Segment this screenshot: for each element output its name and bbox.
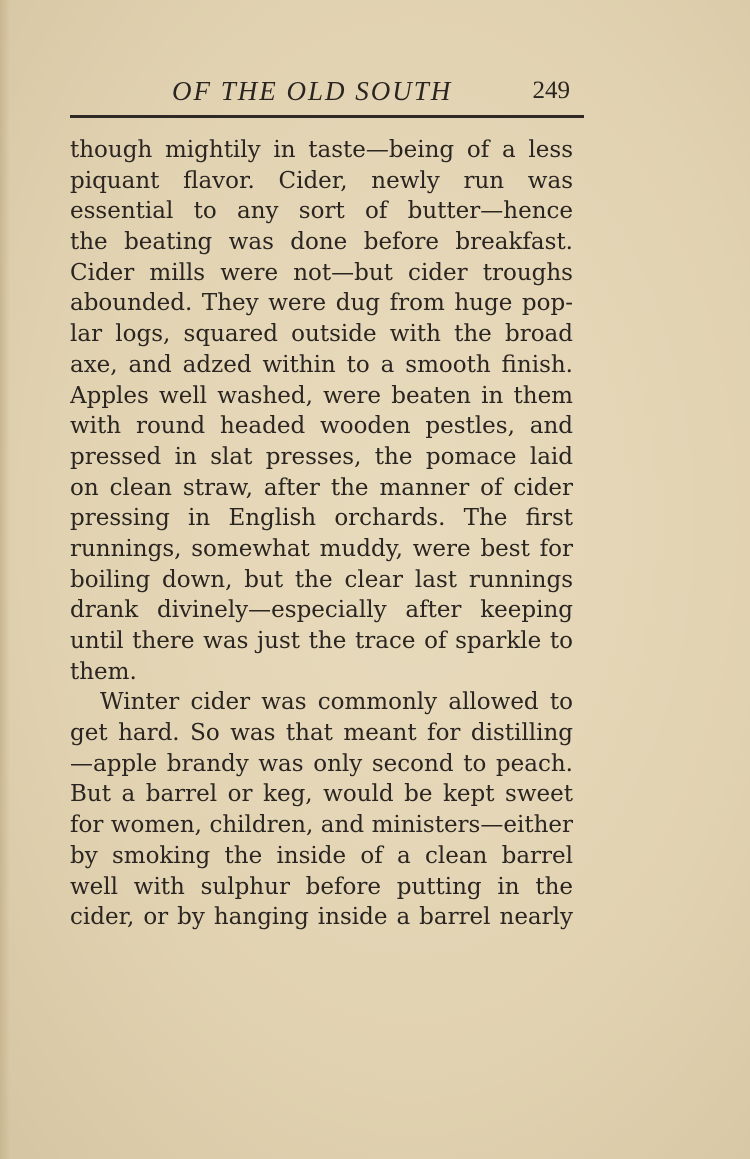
page-edge-shadow — [0, 0, 10, 1159]
text-line: pressed in slat presses, the pomace laid — [70, 443, 573, 470]
text-line: —apple brandy was only second to peach. — [70, 750, 573, 777]
text-line: by smoking the inside of a clean barrel — [70, 842, 573, 869]
paragraph-2 — [70, 687, 573, 933]
text-line: get hard. So was that meant for distilling — [70, 720, 573, 747]
text-line: pressing in English orchards. The first — [70, 505, 573, 532]
text-line: essential to any sort of butter—hence — [70, 198, 573, 225]
text-line: them. — [70, 658, 137, 685]
text-line: runnings, somewhat muddy, were best for — [70, 535, 573, 562]
text-line: Winter cider was commonly allowed to — [100, 689, 573, 716]
text-line: lar logs, squared outside with the broad — [70, 321, 573, 348]
text-line: on clean straw, after the manner of cider — [70, 474, 573, 501]
running-head — [70, 76, 572, 110]
paragraph-1 — [70, 135, 573, 687]
text-line: boiling down, but the clear last runnings — [70, 566, 573, 593]
text-line: though mightily in taste—being of a less — [70, 137, 573, 163]
text-line: the beating was done before breakfast. — [70, 229, 573, 256]
running-title: OF THE OLD SOUTH — [172, 76, 453, 106]
header-rule — [70, 115, 584, 118]
text-line: until there was just the trace of sparkle to — [70, 628, 573, 654]
text-line: Apples well washed, were beaten in them — [70, 382, 573, 409]
text-line: axe, and adzed within to a smooth finish. — [70, 351, 573, 378]
text-line: well with sulphur before putting in the — [70, 873, 573, 900]
text-line: piquant flavor. Cider, newly run was — [70, 167, 573, 194]
text-line: drank divinely—especially after keeping — [70, 597, 573, 624]
text-line: Cider mills were not—but cider troughs — [70, 259, 573, 286]
page-number: 249 — [532, 77, 570, 104]
text-line: cider, or by hanging inside a barrel nearly — [70, 904, 573, 931]
text-line: for women, children, and ministers—either — [70, 812, 573, 839]
text-line: abounded. They were dug from huge pop- — [70, 290, 573, 317]
text-line: with round headed wooden pestles, and — [70, 413, 573, 440]
text-line: But a barrel or keg, would be kept sweet — [70, 781, 573, 808]
body-text — [70, 135, 573, 933]
